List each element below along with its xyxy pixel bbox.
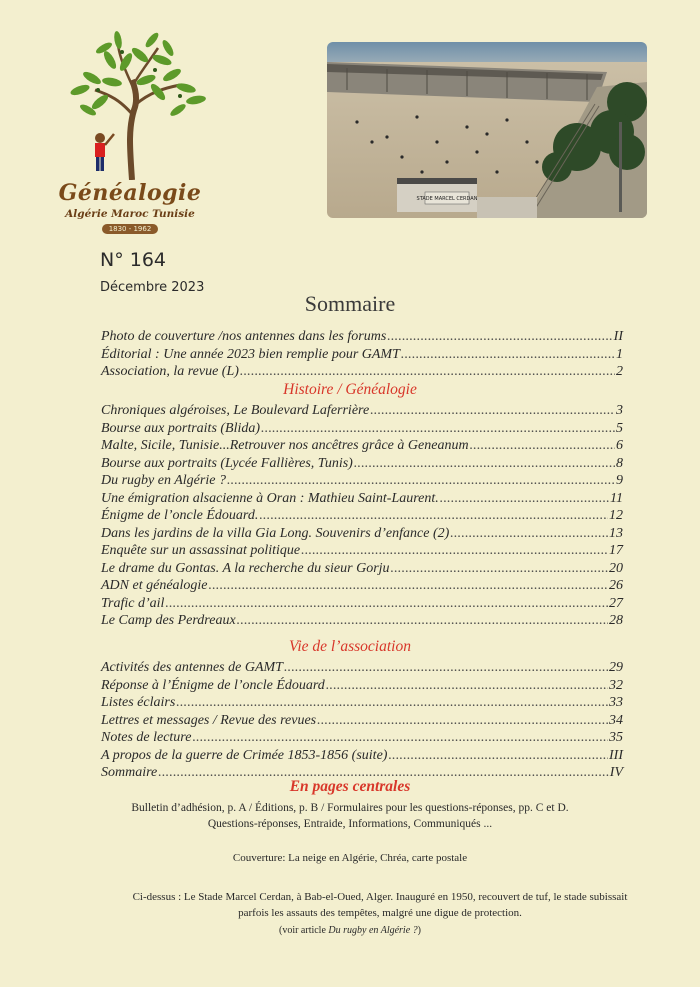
toc-entry-title: Lettres et messages / Revue des revues xyxy=(101,712,317,728)
toc-entry-page: 33 xyxy=(609,695,623,710)
toc-entry xyxy=(101,677,623,695)
toc-entry xyxy=(101,402,623,420)
toc-entry-title: Trafic d’ail xyxy=(101,595,165,611)
toc-entry-page: 34 xyxy=(609,712,623,728)
toc-entry-page: IV xyxy=(609,765,623,780)
see-article-prefix: (voir article xyxy=(278,925,329,936)
toc-entry xyxy=(101,694,623,712)
see-article-title: Du rugby en Algérie ? xyxy=(328,925,418,936)
toc-entry xyxy=(101,437,623,455)
toc-leader-dots xyxy=(301,542,608,560)
section-title-vie: Vie de l’association xyxy=(289,638,411,655)
issue-number: N° 164 xyxy=(100,249,167,271)
toc-entry xyxy=(101,747,623,765)
toc-leader-dots xyxy=(261,420,615,438)
toc-vie-association xyxy=(101,659,623,782)
toc-leader-dots xyxy=(370,402,615,420)
toc-entry-page: 8 xyxy=(616,455,623,471)
toc-entry xyxy=(101,612,623,630)
sommaire-title: Sommaire xyxy=(304,291,396,316)
toc-entry-title: Chroniques algéroises, Le Boulevard Laferrière xyxy=(101,403,370,418)
centrales-text xyxy=(0,800,700,832)
toc-leader-dots xyxy=(391,560,608,578)
toc-entry-title: Une émigration alsacienne à Oran : Mathieu Saint-Laurent. xyxy=(101,490,439,506)
toc-entry-title: Dans les jardins de la villa Gia Long. Souvenirs d’enfance (2) xyxy=(101,525,450,541)
logo-title: Généalogie xyxy=(58,180,202,206)
toc-leader-dots xyxy=(165,595,608,613)
toc-entry-title: Le Camp des Perdreaux xyxy=(101,613,236,628)
toc-entry xyxy=(101,507,623,525)
toc-leader-dots xyxy=(387,328,612,346)
toc-leader-dots xyxy=(259,507,608,525)
toc-entry xyxy=(101,729,623,747)
toc-entry-page: 35 xyxy=(609,730,623,745)
toc-leader-dots xyxy=(388,747,608,765)
toc-leader-dots xyxy=(440,490,609,508)
toc-entry-page: 2 xyxy=(616,364,623,379)
toc-leader-dots xyxy=(240,363,615,381)
toc-entry-page: 20 xyxy=(609,560,623,576)
toc-leader-dots xyxy=(354,455,615,473)
toc-leader-dots xyxy=(237,612,608,630)
toc-entry-page: 26 xyxy=(609,578,623,593)
toc-entry-title: Enquête sur un assassinat politique xyxy=(101,543,301,558)
toc-entry xyxy=(101,525,623,543)
toc-entry xyxy=(101,346,623,364)
toc-entry-title: Sommaire xyxy=(101,765,158,780)
toc-entry-title: Malte, Sicile, Tunisie...Retrouver nos ancêtres grâce à Geneanum xyxy=(101,438,469,453)
centrales-line-2: Questions-réponses, Entraide, Informations, Communiqués ... xyxy=(207,818,493,830)
toc-entry-title: Association, la revue (L) xyxy=(101,364,239,379)
toc-histoire xyxy=(101,402,623,630)
toc-entry-page: III xyxy=(609,747,623,763)
toc-entry xyxy=(101,560,623,578)
toc-leader-dots xyxy=(209,577,608,595)
toc-entry xyxy=(101,542,623,560)
toc-entry-title: Listes éclairs xyxy=(101,695,176,710)
toc-entry-title: Notes de lecture xyxy=(101,730,192,745)
toc-entry-title: Photo de couverture /nos antennes dans les forums xyxy=(101,329,387,344)
toc-entry xyxy=(101,420,623,438)
toc-leader-dots xyxy=(450,525,608,543)
toc-leader-dots xyxy=(326,677,608,695)
toc-entry-page: 27 xyxy=(609,595,623,611)
toc-entry-page: II xyxy=(613,329,623,344)
toc-entry xyxy=(101,328,623,346)
olive-tree-illustration xyxy=(40,30,220,180)
cover-caption: Couverture: La neige en Algérie, Chréa, carte postale xyxy=(232,852,468,864)
toc-entry-title: Réponse à l’Énigme de l’oncle Édouard xyxy=(101,677,325,693)
logo xyxy=(40,30,220,240)
toc-entry xyxy=(101,712,623,730)
toc-leader-dots xyxy=(317,712,608,730)
toc-leader-dots xyxy=(401,346,615,364)
toc-entry xyxy=(101,490,623,508)
see-article-suffix: ) xyxy=(417,925,421,936)
centrales-line-1: Bulletin d’adhésion, p. A / Éditions, p. B / Formulaires pour les questions-réponses, pp. C et D. xyxy=(131,802,569,814)
toc-entry xyxy=(101,363,623,381)
toc-entry xyxy=(101,595,623,613)
toc-entry-title: Énigme de l’oncle Édouard. xyxy=(101,508,259,523)
toc-entry-title: Bourse aux portraits (Lycée Fallières, Tunis) xyxy=(101,455,353,471)
toc-entry xyxy=(101,472,623,490)
toc-entry-title: Éditorial : Une année 2023 bien remplie pour GAMT xyxy=(101,346,400,362)
toc-entry-page: 28 xyxy=(609,613,623,628)
toc-entry-title: Du rugby en Algérie ? xyxy=(101,473,226,488)
toc-entry-title: A propos de la guerre de Crimée 1853-1856 (suite) xyxy=(101,747,388,763)
toc-entry-page: 5 xyxy=(616,420,623,436)
issue-date: Décembre 2023 xyxy=(100,280,205,295)
section-title-histoire: Histoire / Généalogie xyxy=(283,381,417,398)
toc-entry-page: 9 xyxy=(616,473,623,488)
toc-leader-dots xyxy=(284,659,608,677)
toc-entry-title: ADN et généalogie xyxy=(101,578,208,593)
toc-intro xyxy=(101,328,623,381)
toc-entry-page: 29 xyxy=(609,660,623,675)
toc-leader-dots xyxy=(227,472,615,490)
toc-entry xyxy=(101,659,623,677)
toc-entry xyxy=(101,577,623,595)
toc-entry-page: 12 xyxy=(609,508,623,523)
centrales-title: En pages centrales xyxy=(289,778,411,795)
toc-entry-title: Bourse aux portraits (Blida) xyxy=(101,420,261,436)
toc-entry-title: Le drame du Gontas. A la recherche du sieur Gorju xyxy=(101,560,390,576)
logo-years: 1830 - 1962 xyxy=(102,224,158,234)
toc-leader-dots xyxy=(470,437,615,455)
see-article-note xyxy=(0,925,700,936)
toc-entry-page: 1 xyxy=(616,346,623,362)
toc-entry-page: 11 xyxy=(610,490,623,506)
logo-subtitle: Algérie Maroc Tunisie xyxy=(65,208,195,220)
toc-leader-dots xyxy=(176,694,608,712)
toc-entry-page: 13 xyxy=(609,525,623,541)
stadium-photo xyxy=(327,42,647,218)
toc-entry-page: 6 xyxy=(616,438,623,453)
toc-entry-page: 32 xyxy=(609,677,623,693)
toc-leader-dots xyxy=(192,729,608,747)
toc-entry-title: Activités des antennes de GAMT xyxy=(101,660,283,675)
photo-caption: Ci-dessus : Le Stade Marcel Cerdan, à Bab-el-Oued, Alger. Inauguré en 1950, recouvert de tuf, le stade subissait parfois les assauts des tempêtes, malgré une digue de protection. xyxy=(132,891,628,919)
toc-entry-page: 3 xyxy=(616,403,623,418)
toc-entry-page: 17 xyxy=(609,543,623,558)
stadium-sign: STADE MARCEL CERDAN xyxy=(416,196,478,202)
toc-entry xyxy=(101,455,623,473)
